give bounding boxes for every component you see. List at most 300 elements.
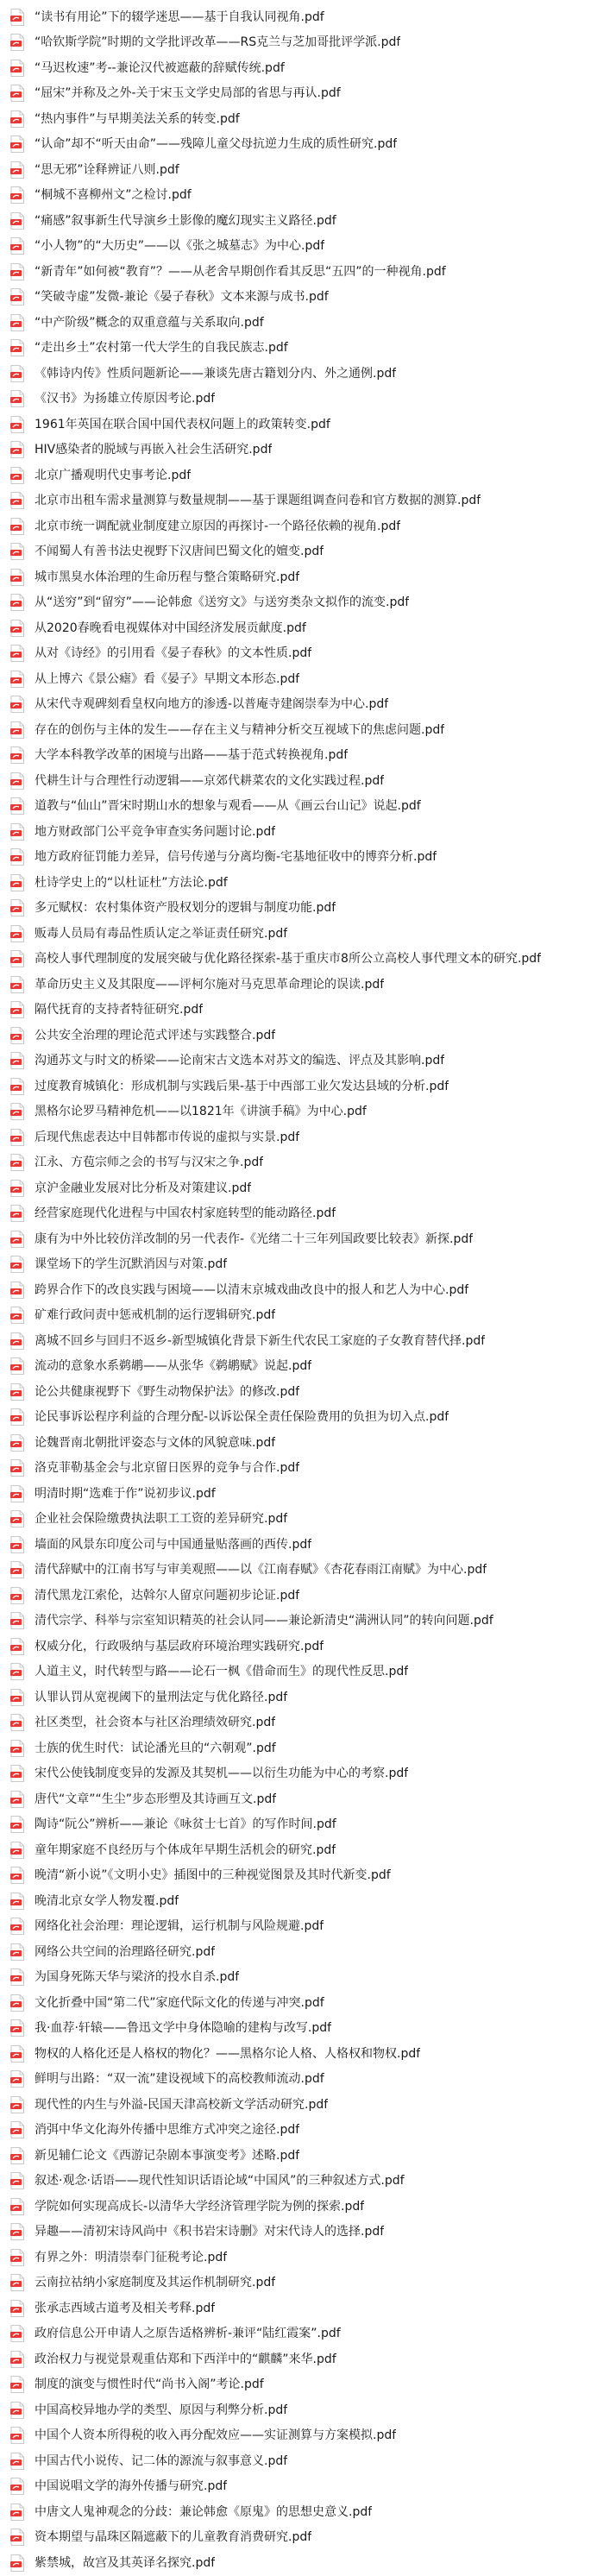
pdf-file-icon [10, 1663, 24, 1680]
file-name: 文化折叠中国“第二代”家庭代际文化的传递与冲突.pdf [35, 1995, 324, 2010]
pdf-file-icon [10, 950, 24, 967]
pdf-file-icon [10, 390, 24, 407]
file-item[interactable] [0, 1074, 597, 1099]
pdf-file-icon [10, 594, 24, 611]
pdf-file-icon [10, 569, 24, 586]
file-name: 网络公共空间的治理路径研究.pdf [35, 1944, 216, 1959]
pdf-file-icon [10, 1459, 24, 1477]
file-name: 城市黑臭水体治理的生命历程与整合策略研究.pdf [35, 570, 300, 584]
pdf-file-icon [10, 1357, 24, 1375]
pdf-file-icon [10, 899, 24, 916]
file-name: 道教与“仙山”晋宋时期山水的想象与观看——从《画云台山记》说起.pdf [35, 799, 421, 814]
file-item[interactable] [0, 2296, 597, 2321]
pdf-file-icon [10, 1307, 24, 1324]
pdf-file-icon [10, 1791, 24, 1808]
pdf-file-icon [10, 60, 24, 77]
file-item[interactable] [0, 1660, 597, 1685]
pdf-file-icon [10, 1842, 24, 1859]
pdf-file-icon [10, 2427, 24, 2444]
pdf-file-icon [10, 1205, 24, 1222]
pdf-file-icon [10, 2249, 24, 2266]
pdf-file-icon [10, 1001, 24, 1018]
file-name: “读书有用论”下的辍学迷思——基于自我认同视角.pdf [35, 9, 324, 24]
pdf-file-icon [10, 1968, 24, 1986]
pdf-file-icon [10, 874, 24, 891]
file-item[interactable] [0, 1379, 597, 1405]
file-name: 洛克菲勒基金会与北京留日医界的竞争与合作.pdf [35, 1461, 300, 1476]
file-name: “小人物”的“大历史”——以《张之城墓志》为中心.pdf [35, 239, 325, 254]
file-name: 认罪认罚从宽视阈下的量刑法定与优化路径.pdf [35, 1690, 288, 1704]
pdf-file-icon [10, 1561, 24, 1578]
file-name: HIV感染者的脱域与再嵌入社会生活研究.pdf [35, 443, 273, 457]
file-item[interactable] [0, 183, 597, 209]
file-name: 我·血荐·轩辕——鲁迅文学中身体隐喻的建构与改写.pdf [35, 2021, 332, 2036]
pdf-file-icon [10, 2070, 24, 2088]
file-name: 《韩诗内传》性质问题新论——兼谈先唐古籍划分内、外之通例.pdf [35, 366, 397, 381]
file-item[interactable] [0, 2118, 597, 2144]
file-item[interactable] [0, 1990, 597, 2016]
file-name: 大学本科教学改革的困境与出路——基于范式转换视角.pdf [35, 748, 349, 763]
pdf-file-icon [10, 2300, 24, 2317]
file-item[interactable] [0, 2092, 597, 2118]
file-item[interactable] [0, 2321, 597, 2347]
file-item[interactable] [0, 55, 597, 81]
file-name: 北京广播观明代史事考论.pdf [35, 468, 192, 482]
file-name: 从上博六《景公瘧》看《晏子》早期文本形态.pdf [35, 671, 300, 686]
file-item[interactable] [0, 4, 597, 30]
file-name: 江永、方苞宗师之会的书写与汉宋之争.pdf [35, 1156, 264, 1170]
pdf-file-icon [10, 212, 24, 230]
pdf-file-icon [10, 110, 24, 128]
file-item[interactable] [0, 2550, 597, 2576]
pdf-file-icon [10, 365, 24, 382]
file-name: 制度的演变与惯性时代“尚书入阁”考论.pdf [35, 2378, 264, 2392]
file-item[interactable] [0, 921, 597, 947]
file-item[interactable] [0, 438, 597, 463]
file-name: 清代黑龙江索伦，达斡尔人留京问题初步论证.pdf [35, 1588, 300, 1603]
file-name: 跨界合作下的改良实践与困境——以清末京城戏曲改良中的报人和艺人为中心.pdf [35, 1282, 469, 1297]
file-item[interactable] [0, 1507, 597, 1533]
file-name: 士族的优生时代：试论潘光旦的“六朝观”.pdf [35, 1741, 276, 1755]
file-item[interactable] [0, 2016, 597, 2042]
file-name: 北京市出租车需求量测算与数量规制——基于课题组调查问卷和官方数据的测算.pdf [35, 494, 481, 508]
file-item[interactable] [0, 1532, 597, 1558]
file-item[interactable] [0, 463, 597, 488]
pdf-file-icon [10, 1943, 24, 1961]
file-name: 地方财政部门公平竞争审查实务问题讨论.pdf [35, 824, 276, 839]
file-name: 从“送穷”到“留穷”——论韩愈《送穷文》与送穷类杂文拟作的流变.pdf [35, 595, 410, 610]
pdf-file-icon [10, 1180, 24, 1197]
file-name: 为国身死陈天华与梁济的投水自杀.pdf [35, 1970, 240, 1985]
file-item[interactable] [0, 641, 597, 667]
file-name: 论公共健康视野下《野生动物保护法》的修改.pdf [35, 1384, 300, 1399]
file-item[interactable] [0, 870, 597, 896]
file-name: 杜诗学史上的“以杜证杜”方法论.pdf [35, 875, 228, 890]
file-name: 存在的创伤与主体的发生——存在主义与精神分析交互视域下的焦虑问题.pdf [35, 722, 445, 737]
file-name: 权威分化，行政吸纳与基层政府环境治理实践研究.pdf [35, 1639, 324, 1653]
pdf-file-icon [10, 2223, 24, 2240]
file-item[interactable] [0, 2245, 597, 2271]
file-item[interactable] [0, 132, 597, 158]
file-name: 张承志西域古道考及相关考释.pdf [35, 2301, 216, 2315]
file-name: 课堂场下的学生沉默消因与对策.pdf [35, 1257, 228, 1272]
file-name: 离城不回乡与回归不返乡-新型城镇化背景下新生代农民工家庭的子女教育替代择.pdf [35, 1333, 486, 1348]
file-name: 企业社会保险缴费执法职工工资的差异研究.pdf [35, 1512, 288, 1527]
file-item[interactable] [0, 1685, 597, 1710]
pdf-file-icon [10, 186, 24, 204]
file-name: 康有为中外比较仿洋改制的另一代表作-《光绪二十三年列国政要比较表》新探.pdf [35, 1231, 474, 1246]
pdf-file-icon [10, 9, 24, 26]
pdf-file-icon [10, 1256, 24, 1273]
file-item[interactable] [0, 1405, 597, 1431]
pdf-file-icon [10, 492, 24, 509]
file-item[interactable] [0, 1252, 597, 1278]
file-name: 网络化社会治理：理论逻辑，运行机制与风险规避.pdf [35, 1919, 324, 1934]
file-name: 学院如何实现高成长-以清华大学经济管理学院为例的探索.pdf [35, 2199, 365, 2214]
file-item[interactable] [0, 81, 597, 107]
file-name: 物权的人格化还是人格权的物化？——黑格尔论人格、人格权和物权.pdf [35, 2046, 421, 2061]
pdf-file-icon [10, 1587, 24, 1604]
file-name: 政府信息公开申请人之原告适格辨析-兼评“陆红霞案”.pdf [35, 2327, 341, 2341]
pdf-file-icon [10, 1740, 24, 1757]
file-name: 中国高校异地办学的类型、原因与利弊分析.pdf [35, 2403, 288, 2417]
file-item[interactable] [0, 1837, 597, 1863]
pdf-file-icon [10, 2147, 24, 2164]
file-name: 有界之外：明清崇奉门征税考论.pdf [35, 2250, 228, 2264]
pdf-file-icon [10, 1027, 24, 1044]
file-name: 地方政府征罚能力差异，信号传递与分离均衡-宅基地征收中的博弈分析.pdf [35, 850, 437, 865]
file-name: 沟通苏文与时文的桥梁——论南宋古文选本对苏文的编选、评点及其影响.pdf [35, 1054, 445, 1068]
file-name: 从对《诗经》的引用看《晏子春秋》的文本性质.pdf [35, 646, 312, 661]
file-name: 叙述·观念·话语——现代性知识话语论域“中国风”的三种叙述方式.pdf [35, 2174, 405, 2189]
file-item[interactable] [0, 157, 597, 183]
file-item[interactable] [0, 539, 597, 565]
pdf-file-icon [10, 2121, 24, 2138]
file-name: “痛感”叙事新生代导演乡土影像的魔幻现实主义路径.pdf [35, 213, 336, 228]
file-item[interactable] [0, 2271, 597, 2296]
file-name: 人道主义，时代转型与路——论石一枫《借命而生》的现代性反思.pdf [35, 1665, 409, 1679]
pdf-file-icon [10, 441, 24, 458]
file-item[interactable] [0, 768, 597, 794]
pdf-file-icon [10, 2453, 24, 2470]
pdf-file-icon [10, 1383, 24, 1401]
file-name: 多元赋权：农村集体资产股权划分的逻辑与制度功能.pdf [35, 901, 336, 916]
file-name: 资本期望与晶珠区隔遮蔽下的儿童教育消费研究.pdf [35, 2530, 312, 2545]
file-item[interactable] [0, 1786, 597, 1812]
file-item[interactable] [0, 845, 597, 871]
file-item[interactable] [0, 208, 597, 234]
pdf-file-icon [10, 671, 24, 688]
file-item[interactable] [0, 2346, 597, 2372]
file-item[interactable] [0, 1430, 597, 1456]
file-name: 明清时期“选难于作”说初步议.pdf [35, 1486, 216, 1501]
file-name: 1961年英国在联合国中国代表权问题上的政策转变.pdf [35, 417, 330, 431]
file-name: 社区类型，社会资本与社区治理绩效研究.pdf [35, 1716, 276, 1730]
file-name: 云南拉祜纳小家庭制度及其运作机制研究.pdf [35, 2276, 276, 2290]
file-name: “哈钦斯学院”时期的文学批评改革——RS克兰与芝加哥批评学派.pdf [35, 35, 401, 50]
file-item[interactable] [0, 2067, 597, 2093]
file-name: 政治权力与视觉景观重估郑和下西洋中的“麒麟”来华.pdf [35, 2352, 336, 2366]
pdf-file-icon [10, 85, 24, 102]
pdf-file-icon [10, 1332, 24, 1350]
file-name: “热内事件”与早期美法关系的转变.pdf [35, 111, 240, 126]
pdf-file-icon [10, 416, 24, 433]
file-name: “中产阶级”概念的双重意蕴与关系取向.pdf [35, 315, 264, 330]
pdf-file-icon [10, 2019, 24, 2037]
file-name: “桐城不喜柳州文”之检讨.pdf [35, 188, 192, 203]
file-name: 唐代“文章”“生尘”步态形塑及其诗画互文.pdf [35, 1792, 277, 1806]
file-item[interactable] [0, 30, 597, 56]
pdf-file-icon [10, 2554, 24, 2572]
file-item[interactable] [0, 412, 597, 438]
file-item[interactable] [0, 2448, 597, 2474]
pdf-file-icon [10, 620, 24, 637]
pdf-file-icon [10, 2478, 24, 2495]
file-item[interactable] [0, 1303, 597, 1329]
pdf-file-icon [10, 2376, 24, 2393]
file-name: 中国说唱文学的海外传播与研究.pdf [35, 2479, 228, 2494]
pdf-file-icon [10, 746, 24, 764]
file-item[interactable] [0, 1888, 597, 1914]
file-name: “认命”却不“听天由命”——残障儿童父母抗逆力生成的质性研究.pdf [35, 137, 398, 152]
file-name: “走出乡土”农村第一代大学生的自我民族志.pdf [35, 341, 288, 356]
file-name: 中国个人资本所得税的收入再分配效应——实证测算与方案模拟.pdf [35, 2428, 397, 2443]
pdf-file-icon [10, 467, 24, 484]
file-item[interactable] [0, 2423, 597, 2449]
file-item[interactable] [0, 1150, 597, 1176]
file-item[interactable] [0, 2525, 597, 2551]
pdf-file-icon [10, 976, 24, 993]
file-name: 墙面的风景东印度公司与中国通量贴落画的西传.pdf [35, 1537, 312, 1552]
file-item[interactable] [0, 2143, 597, 2169]
file-item[interactable] [0, 1939, 597, 1965]
file-name: 中国古代小说传、记二体的源流与叙事意义.pdf [35, 2453, 288, 2468]
pdf-file-icon [10, 1078, 24, 1095]
file-name: 异趣——清初宋诗风尚中《积书岩宋诗删》对宋代诗人的选择.pdf [35, 2225, 385, 2239]
file-item[interactable] [0, 1328, 597, 1354]
pdf-file-icon [10, 1816, 24, 1833]
file-name: 消弭中华文化海外传播中思维方式冲突之途径.pdf [35, 2123, 300, 2138]
file-name: 隔代抚育的支持者特征研究.pdf [35, 1003, 204, 1017]
file-item[interactable] [0, 387, 597, 413]
pdf-file-icon [10, 1918, 24, 1935]
file-name: 不闻蜀人有善书法史视野下汉唐间巴蜀文化的嬗变.pdf [35, 545, 324, 559]
file-name: 流动的意象水系鹈鹕——从张华《鹈鹕赋》说起.pdf [35, 1359, 312, 1374]
file-name: 后现代焦虑表达中目韩都市传说的虚拟与实景.pdf [35, 1130, 300, 1144]
file-item[interactable] [0, 1023, 597, 1049]
file-item[interactable] [0, 1099, 597, 1125]
pdf-file-icon [10, 1714, 24, 1731]
file-item[interactable] [0, 590, 597, 616]
file-name: 宋代公使钱制度变异的发源及其契机——以衍生功能为中心的考察.pdf [35, 1767, 409, 1781]
file-name: 经营家庭现代化进程与中国农村家庭转型的能动路径.pdf [35, 1206, 336, 1221]
file-item[interactable] [0, 234, 597, 260]
file-item[interactable] [0, 1761, 597, 1787]
file-name: 论魏晋南北朝批评姿态与文体的风貌意味.pdf [35, 1435, 276, 1450]
file-item[interactable] [0, 488, 597, 514]
file-name: 论民事诉讼程序利益的合理分配-以诉讼保全责任保险费用的负担为切入点.pdf [35, 1410, 449, 1425]
pdf-file-icon [10, 161, 24, 179]
file-item[interactable] [0, 998, 597, 1023]
file-name: 《汉书》为扬雄立传原因考论.pdf [35, 392, 216, 406]
file-item[interactable] [0, 106, 597, 132]
file-name: 陶诗“阮公”辨析——兼论《咏贫士七首》的写作时间.pdf [35, 1817, 336, 1832]
file-name: 现代性的内生与外溢-民国天津高校新文学活动研究.pdf [35, 2097, 329, 2112]
file-item[interactable] [0, 2397, 597, 2423]
file-item[interactable] [0, 947, 597, 973]
file-item[interactable] [0, 310, 597, 336]
file-item[interactable] [0, 2041, 597, 2067]
file-item[interactable] [0, 1354, 597, 1380]
file-name: 代耕生计与合理性行动逻辑——京郊代耕菜农的文化实践过程.pdf [35, 773, 385, 788]
file-item[interactable] [0, 1277, 597, 1303]
file-name: “马迟枚速”考--兼论汉代被遮蔽的辞赋传统.pdf [35, 60, 285, 75]
file-item[interactable] [0, 1226, 597, 1252]
file-item[interactable] [0, 666, 597, 692]
pdf-file-icon [10, 2096, 24, 2113]
pdf-file-icon [10, 543, 24, 560]
file-item[interactable] [0, 615, 597, 641]
file-item[interactable] [0, 564, 597, 590]
file-item[interactable] [0, 259, 597, 285]
pdf-file-icon [10, 1103, 24, 1120]
pdf-file-icon [10, 1408, 24, 1426]
file-name: 北京市统一调配就业制度建立原因的再探讨-一个路径依赖的视角.pdf [35, 519, 401, 533]
pdf-file-icon [10, 1154, 24, 1171]
pdf-file-icon [10, 1994, 24, 2012]
file-item[interactable] [0, 1456, 597, 1482]
file-item[interactable] [0, 1583, 597, 1609]
file-item[interactable] [0, 1175, 597, 1201]
file-item[interactable] [0, 1481, 597, 1507]
pdf-file-icon [10, 721, 24, 739]
pdf-file-icon [10, 797, 24, 815]
pdf-file-icon [10, 823, 24, 841]
file-item[interactable] [0, 1710, 597, 1736]
file-item[interactable] [0, 285, 597, 311]
pdf-file-icon [10, 696, 24, 713]
file-item[interactable] [0, 1735, 597, 1761]
pdf-file-icon [10, 1612, 24, 1629]
pdf-file-icon [10, 288, 24, 305]
file-item[interactable] [0, 794, 597, 820]
pdf-file-icon [10, 1485, 24, 1502]
file-item[interactable] [0, 743, 597, 769]
file-item[interactable] [0, 2194, 597, 2220]
file-item[interactable] [0, 692, 597, 718]
file-name: 鲜明与出路：“双一流”建设视域下的高校教师流动.pdf [35, 2072, 324, 2087]
file-name: 清代辞赋中的江南书写与审美观照——以《江南春赋》《杏花春雨江南赋》为中心.pdf [35, 1563, 487, 1578]
file-item[interactable] [0, 1863, 597, 1889]
pdf-file-icon [10, 263, 24, 280]
file-name: 从2020春晚看电视媒体对中国经济发展贡献度.pdf [35, 620, 306, 635]
pdf-file-icon [10, 2504, 24, 2521]
pdf-file-icon [10, 1052, 24, 1069]
file-name: 晚清“新小说”《文明小史》插图中的三种视觉图景及其时代新变.pdf [35, 1868, 391, 1883]
pdf-file-icon [10, 1282, 24, 1299]
pdf-file-icon [10, 925, 24, 942]
file-item[interactable] [0, 1609, 597, 1634]
file-name: 高校人事代理制度的发展突破与优化路径探索-基于重庆市8所公立高校人事代理文本的研究.pdf [35, 952, 542, 967]
pdf-file-icon [10, 1867, 24, 1884]
file-name: 童年期家庭不良经历与个体成年早期生活机会的研究.pdf [35, 1842, 336, 1857]
pdf-file-icon [10, 237, 24, 255]
pdf-file-icon [10, 772, 24, 790]
pdf-file-icon [10, 1536, 24, 1553]
file-name: 黑格尔论罗马精神危机——以1821年《讲演手稿》为中心.pdf [35, 1105, 367, 1119]
file-item[interactable] [0, 361, 597, 387]
pdf-file-icon [10, 518, 24, 535]
file-item[interactable] [0, 1049, 597, 1074]
pdf-file-icon [10, 645, 24, 662]
file-name: 紫禁城，故宫及其英译名探究.pdf [35, 2555, 216, 2570]
file-item[interactable] [0, 1914, 597, 1940]
pdf-file-icon [10, 848, 24, 866]
pdf-file-icon [10, 2172, 24, 2189]
file-name: 京沪金融业发展对比分析及对策建议.pdf [35, 1181, 252, 1195]
file-name: 晚清北京女学人物发覆.pdf [35, 1893, 179, 1908]
file-item[interactable] [0, 1558, 597, 1584]
file-name: “新青年”如何被“教育”？——从老舍早期创作看其反思“五四”的一种视角.pdf [35, 264, 446, 279]
pdf-file-icon [10, 2274, 24, 2291]
pdf-file-icon [10, 34, 24, 51]
file-item[interactable] [0, 2220, 597, 2245]
pdf-file-icon [10, 1893, 24, 1910]
pdf-file-icon [10, 2045, 24, 2063]
file-name: 矿难行政问责中惩戒机制的运行逻辑研究.pdf [35, 1308, 276, 1323]
pdf-file-icon [10, 2529, 24, 2546]
file-item[interactable] [0, 972, 597, 998]
file-name: 过度教育城镇化：形成机制与实践后果-基于中西部工业欠发达县域的分析.pdf [35, 1079, 449, 1093]
file-item[interactable] [0, 819, 597, 845]
pdf-file-icon [10, 1434, 24, 1452]
file-name: “屈宋”并称及之外-关于宋玉文学史局部的省思与再认.pdf [35, 86, 341, 101]
pdf-file-icon [10, 1765, 24, 1782]
file-item[interactable] [0, 896, 597, 922]
file-name: 革命历史主义及其限度——评柯尔施对马克思革命理论的误读.pdf [35, 977, 385, 992]
file-name: “思无邪”诠释辨证八则.pdf [35, 162, 179, 177]
pdf-file-icon [10, 314, 24, 331]
file-item[interactable] [0, 2169, 597, 2195]
pdf-file-icon [10, 1638, 24, 1655]
file-name: 公共安全治理的理论范式评述与实践整合.pdf [35, 1028, 276, 1042]
file-name: 中唐文人鬼神观念的分歧：兼论韩愈《原鬼》的思想史意义.pdf [35, 2504, 373, 2519]
file-item[interactable] [0, 1201, 597, 1227]
file-name: 从宋代寺观碑刻看皇权向地方的渗透-以普庵寺建阁崇奉为中心.pdf [35, 697, 389, 712]
file-item[interactable] [0, 1965, 597, 1991]
file-item[interactable] [0, 2474, 597, 2500]
file-name: 贩毒人员局有毒品性质认定之举证责任研究.pdf [35, 926, 288, 941]
pdf-file-icon [10, 1129, 24, 1146]
file-item[interactable] [0, 1812, 597, 1838]
pdf-file-icon [10, 1510, 24, 1527]
pdf-file-icon [10, 2402, 24, 2419]
pdf-file-icon [10, 135, 24, 153]
file-item[interactable] [0, 513, 597, 539]
file-item[interactable] [0, 2499, 597, 2525]
file-item[interactable] [0, 1124, 597, 1150]
file-name: 清代宗学、科举与宗室知识精英的社会认同——兼论新清史“满洲认同”的转向问题.pdf [35, 1614, 493, 1628]
file-name: 新见辅仁论文《西游记杂剧本事演变考》述略.pdf [35, 2148, 300, 2163]
file-item[interactable] [0, 717, 597, 743]
file-item[interactable] [0, 336, 597, 362]
file-item[interactable] [0, 2372, 597, 2398]
file-name: “笑破寺虚”发微-兼论《晏子春秋》文本来源与成书.pdf [35, 290, 329, 305]
pdf-file-icon [10, 339, 24, 356]
pdf-file-icon [10, 1231, 24, 1248]
file-item[interactable] [0, 1634, 597, 1660]
pdf-file-icon [10, 1689, 24, 1706]
